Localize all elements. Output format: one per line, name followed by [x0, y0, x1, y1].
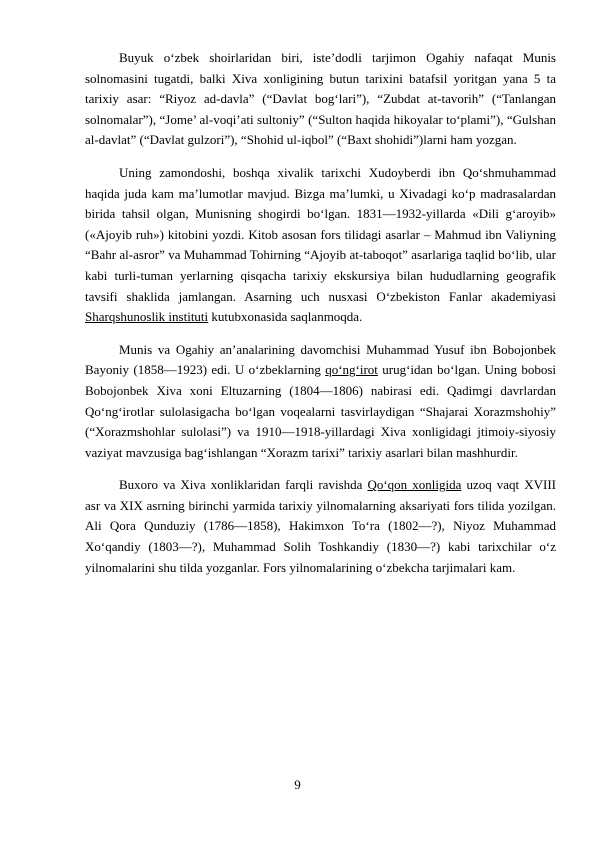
- paragraph-text: Buyuk o‘zbek shoirlaridan biri, iste’dodli tarjimon Ogahiy nafaqat Munis solnomasini tugatdi, balki Xiva xonligining butun tarixini batafsil yoritgan yana 5 ta tarixiy asar: “Riyoz ad-davla” (“Davlat bog‘lari”), “Zubdat at-tavorih” (“Tanlangan solnomalar”), “Jome’ al-voqi’ati sultoniy” (“Sulton haqida hikoyalar to‘plami”), “Gulshan al-davlat” (“Davlat gulzori”), “Shohid ul-iqbol” (“Baxt shohidi”)larni ham yozgan.: [85, 50, 556, 148]
- link-sharqshunoslik-instituti[interactable]: Sharqshunoslik instituti: [85, 309, 209, 325]
- paragraph-text: kutubxonasida saqlanmoqda.: [208, 309, 363, 325]
- paragraph-bayoniy: [85, 340, 556, 464]
- paragraph-text: Buxoro va Xiva xonliklaridan farqli ravishda: [119, 477, 368, 493]
- page-number: 9: [294, 777, 301, 792]
- paragraph-text: urug‘idan bo‘lgan. Uning bobosi Bobojonbek Xiva xoni Eltuzarning (1804—1806) nabirasi edi. Qadimgi davrlardan Qo‘ng‘irotlar sulolasigacha bo‘lgan voqealarni tasvirlaydigan “Shajarai Xorazmshohiy” (“Xorazmshohlar sulolasi”) va 1910—1918-yillardagi Xiva xonligidagi jtimoiy-siyosiy vaziyat mavzusiga bag‘ishlangan “Xorazm tarixi” tarixiy asarlari bilan mashhurdir.: [85, 362, 556, 460]
- paragraph-ogahiy-works: [85, 48, 556, 151]
- link-qoqon-xonligi[interactable]: Qo‘qon xonligida: [367, 477, 462, 493]
- paragraph-text: Munis va Ogahiy an’analarining davomchisi Muhammad Yusuf ibn Bobojonbek Bayoniy (1858—1923) edi. U o‘zbeklarning: [85, 341, 556, 378]
- document-body: [85, 48, 556, 590]
- paragraph-qoqon-chronicles: [85, 475, 556, 578]
- paragraph-text: Uning zamondoshi, boshqa xivalik tarixchi Xudoyberdi ibn Qo‘shmuhammad haqida juda kam ma’lumotlar mavjud. Bizga ma’lumki, u Xivadagi ko‘p madrasalardan birida tahsil olgan, Munisning shogirdi bo‘lgan. 1831—1932-yillarda «Dili g‘aroyib» («Ajoyib ruh») kitobini yozdi. Kitob asosan fors tilidagi asarlar – Mahmud ibn Valiyning “Bahr al-asror” va Muhammad Tohirning “Ajoyib at-taboqot” asarlariga taqlid bo‘lib, ular kabi turli-tuman yerlarning qisqacha tarixiy ekskursiya bilan hududlarning geografik tavsifi shaklida jamlangan. Asarning uch nusxasi O‘zbekiston Fanlar akademiyasi: [85, 164, 556, 304]
- paragraph-text: uzoq vaqt XVIII asr va XIX asrning birinchi yarmida tarixiy yilnomalarning aksariyati fors tilida yozilgan. Ali Qora Qunduziy (1786—1858), Hakimxon To‘ra (1802—?), Niyoz Muhammad Xo‘qandiy (1803—?), Muhammad Solih Toshkandiy (1830—?) kabi tarixchilar o‘z yilnomalarini shu tilda yozganlar. Fors yilnomalarining o‘zbekcha tarjimalari kam.: [85, 477, 556, 575]
- link-qongirot[interactable]: qo‘ng‘irot: [325, 362, 378, 378]
- paragraph-xudoyberdi: [85, 163, 556, 328]
